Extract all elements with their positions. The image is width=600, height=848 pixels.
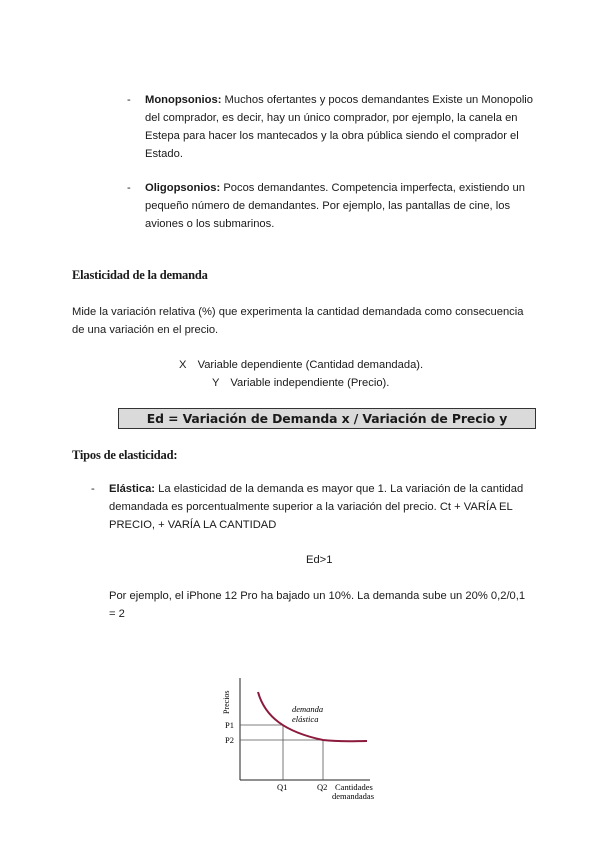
line: Muchos ofertantes y pocos demandantes Existe un Monopolio [224, 94, 534, 106]
line: demandada es porcentualmente superior a la variación del precio. Ct + VARÍA EL [109, 501, 513, 513]
q2-label: Q2 [317, 782, 328, 792]
variable-x [179, 356, 423, 374]
line: aviones o los submarinos. [145, 218, 275, 230]
formula-box: Ed = Variación de Demanda x / Variación de Precio y [118, 408, 536, 429]
line: de una variación en el precio. [72, 324, 219, 336]
line: = 2 [109, 608, 125, 620]
curve-label-line1: demanda [292, 704, 324, 714]
q1-label: Q1 [277, 782, 288, 792]
x-axis-label-line2: demandadas [332, 791, 375, 801]
section-title-elasticidad: Elasticidad de la demanda [72, 268, 208, 282]
x-axis-label-line1: Cantidades [335, 782, 373, 792]
line: pequeño número de demandantes. Por ejemplo, las pantallas de cine, los [145, 200, 511, 212]
line: Estepa para hacer los mantecados y la obra pública siendo el comprador el [145, 130, 519, 142]
line: Por ejemplo, el iPhone 12 Pro ha bajado un 10%. La demanda sube un 20% 0,2/0,1 [109, 590, 526, 602]
term-monopsonios: Monopsonios: [145, 94, 222, 106]
section-paragraph [72, 303, 542, 339]
variable-symbol: X [179, 359, 187, 371]
line: Pocos demandantes. Competencia imperfecta, existiendo un [223, 182, 525, 194]
variable-desc: Variable dependiente (Cantidad demandada). [197, 359, 424, 371]
variable-desc: Variable independiente (Precio). [230, 377, 390, 389]
variable-y [212, 374, 389, 392]
line: Mide la variación relativa (%) que experimenta la cantidad demandada como consecuencia [72, 306, 524, 318]
p2-label: P2 [225, 735, 234, 745]
line: Estado. [145, 148, 183, 160]
term-oligopsonios: Oligopsonios: [145, 182, 221, 194]
line: del comprador, es decir, hay un único comprador, por ejemplo, la canela en [145, 112, 518, 124]
term-elastica: Elástica: [109, 483, 156, 495]
bullet-dash: - [91, 483, 95, 495]
condition-ed: Ed>1 [306, 554, 333, 566]
curve-label-line2: elástica [292, 714, 319, 724]
line: PRECIO, + VARÍA LA CANTIDAD [109, 519, 277, 531]
bullet-dash: - [127, 94, 131, 106]
line: La elasticidad de la demanda es mayor que 1. La variación de la cantidad [158, 483, 524, 495]
variable-symbol: Y [212, 377, 220, 389]
demand-graph [215, 672, 395, 812]
y-axis-label: Precios [222, 690, 231, 714]
p1-label: P1 [225, 720, 234, 730]
bullet-dash: - [127, 182, 131, 194]
example-paragraph [109, 587, 549, 623]
section-title-tipos: Tipos de elasticidad: [72, 448, 178, 462]
